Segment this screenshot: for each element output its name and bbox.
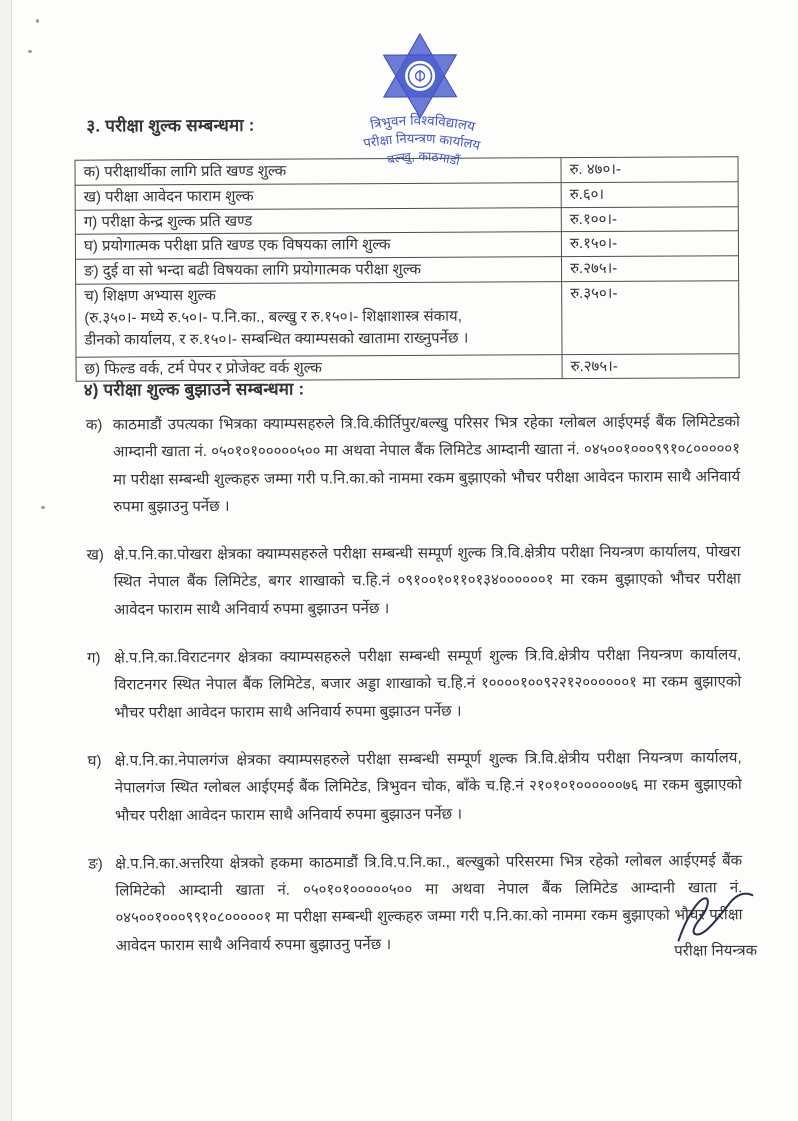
fee-label: ङ) दुई वा सो भन्दा बढी विषयका लागि प्रयोगात्मक परीक्षा शुल्क bbox=[76, 257, 562, 284]
table-row bbox=[75, 206, 738, 234]
table-row bbox=[75, 231, 738, 259]
fee-label-title: च) शिक्षण अभ्यास शुल्क bbox=[84, 286, 216, 305]
fee-label-note2: डीनको कार्यालय, र रु.१५०।- सम्बन्धित क्याम्पसको खातामा राख्नुपर्नेछ । bbox=[84, 329, 469, 349]
paragraph-text: क्षे.प.नि.का.अत्तरिया क्षेत्रको हकमा काठमाडौं त्रि.वि.प.नि.का., बल्खुको परिसरमा भित्र रहेको ग्लोबल आईएमई बैंक लिमिटेको आम्दानी खाता नं. ०५०१०१०००००५०० मा अथवा नेपाल बैंक लिमिटेड आम्दानी खाता नं. ०४५००१०००९९१०८०००००१ मा परीक्षा सम्बन्धी शुल्कहरु जम्मा गरी प.नि.का.को नाममा रकम बुझाएको भौचर परीक्षा आवेदन फाराम साथै अनिवार्य रुपमा बुझाउनु पर्नेछ । bbox=[115, 852, 743, 955]
fee-amount: रु.२७५।- bbox=[561, 256, 738, 282]
paragraph-label: क) bbox=[85, 416, 103, 434]
fee-amount: रु.२७५।- bbox=[562, 353, 739, 379]
signature-title: परीक्षा नियन्त्रक bbox=[674, 942, 758, 960]
paragraph-text: क्षे.प.नि.का.पोखरा क्षेत्रका क्याम्पसहरुले परीक्षा सम्बन्धी सम्पूर्ण शुल्क त्रि.वि.क्षेत्रीय परीक्षा नियन्त्रण कार्यालय, पोखरा स्थित नेपाल बैंक लिमिटेड, बगर शाखाको च.हि.नं ०९१००१०११०१३४००००००१ मा रकम बुझाएको भौचर परीक्षा आवेदन फाराम साथै अनिवार्य रुपमा बुझाउन पर्नेछ । bbox=[113, 543, 741, 619]
fee-label: ग) परीक्षा केन्द्र शुल्क प्रति खण्ड bbox=[75, 207, 561, 234]
paragraph-text: क्षे.प.नि.का.विराटनगर क्षेत्रका क्याम्पसहरुले परीक्षा सम्बन्धी सम्पूर्ण शुल्क त्रि.वि.क्षेत्रीय परीक्षा नियन्त्रण कार्यालय, विराटनगर स्थित नेपाल बैंक लिमिटेड, बजार अड्डा शाखाको च.हि.नं १००००१००९२२१२००००००१ मा रकम बुझाएको भौचर परीक्षा आवेदन फाराम साथै अनिवार्य रुपमा बुझाउन पर्नेछ । bbox=[114, 646, 742, 722]
fee-label: घ) प्रयोगात्मक परीक्षा प्रति खण्ड एक विषयका लागि शुल्क bbox=[75, 232, 561, 259]
paragraph-text: क्षे.प.नि.का.नेपालगंज क्षेत्रका क्याम्पसहरुले परीक्षा सम्बन्धी सम्पूर्ण शुल्क त्रि.वि.क्षेत्रीय परीक्षा नियन्त्रण कार्यालय, नेपालगंज स्थित ग्लोबल आईएमई बैंक लिमिटेड, त्रिभुवन चोक, बाँके च.हि.नं २१०१०१००००००७६ मा रकम बुझाएको भौचर परीक्षा आवेदन फाराम साथै अनिवार्य रुपमा बुझाउन पर्नेछ । bbox=[114, 749, 742, 825]
fee-label bbox=[76, 281, 562, 356]
signature-block bbox=[640, 892, 790, 961]
section-fees-heading: ३. परीक्षा शुल्क सम्बन्धमा : bbox=[86, 115, 255, 136]
section-payment-heading: ४) परीक्षा शुल्क बुझाउने सम्बन्धमा : bbox=[83, 379, 305, 400]
tu-office-stamp bbox=[328, 13, 519, 174]
list-item bbox=[86, 408, 741, 521]
stamp-text-line3: बल्खु, काठमाडौं bbox=[386, 149, 462, 169]
list-item bbox=[86, 538, 740, 623]
paragraph-label: ख) bbox=[86, 546, 104, 564]
fee-amount: रु. ४७०।- bbox=[561, 157, 738, 183]
fee-table bbox=[74, 156, 739, 382]
paragraph-label: घ) bbox=[87, 752, 102, 770]
paragraph-text: काठमाडौं उपत्यका भित्रका क्याम्पसहरुले त्रि.वि.कीर्तिपुर/बल्खु परिसर भित्र रहेका ग्लोबल आईएमई बैंक लिमिटेडको आम्दानी खाता नं. ०५०१०१०००००५०० मा अथवा नेपाल बैंक लिमिटेड आम्दानी खाता नं. ०४५००१०००९९१०८०००००१ मा परीक्षा सम्बन्धी शुल्कहरु जम्मा गरी प.नि.का.को नाममा रकम बुझाएको भौचर परीक्षा आवेदन फाराम साथै अनिवार्य रुपमा बुझाउनु पर्नेछ । bbox=[112, 413, 741, 516]
fee-label-note1: (रु.३५०।- मध्ये रु.५०।- प.नि.का., बल्खु र रु.१५०।- शिक्षाशास्त्र संकाय, bbox=[84, 307, 462, 327]
paragraph-label: ङ) bbox=[88, 855, 103, 873]
stamp-star-icon bbox=[328, 13, 519, 174]
table-row bbox=[75, 157, 738, 185]
stamp-text-line1: त्रिभुवन विश्वविद्यालय bbox=[369, 112, 477, 135]
table-row bbox=[75, 181, 738, 209]
list-item bbox=[88, 744, 742, 829]
list-item bbox=[87, 641, 741, 726]
signature-scribble-icon bbox=[660, 892, 770, 945]
paragraph-label: ग) bbox=[87, 649, 101, 667]
fee-amount: रु.३५०।- bbox=[562, 280, 739, 354]
table-row bbox=[76, 256, 739, 284]
fee-label: ख) परीक्षा आवेदन फाराम शुल्क bbox=[75, 182, 561, 209]
fee-amount: रु.६०। bbox=[561, 181, 738, 207]
fee-label: क) परीक्षार्थीका लागि प्रति खण्ड शुल्क bbox=[75, 158, 561, 185]
stamp-text-line2: परीक्षा नियन्त्रण कार्यालय bbox=[362, 130, 482, 153]
fee-label: छ) फिल्ड वर्क, टर्म पेपर र प्रोजेक्ट वर्क शुल्क bbox=[76, 354, 562, 381]
fee-amount: रु.१००।- bbox=[561, 206, 738, 232]
fee-amount: रु.१५०।- bbox=[561, 231, 738, 257]
table-row bbox=[76, 280, 739, 356]
